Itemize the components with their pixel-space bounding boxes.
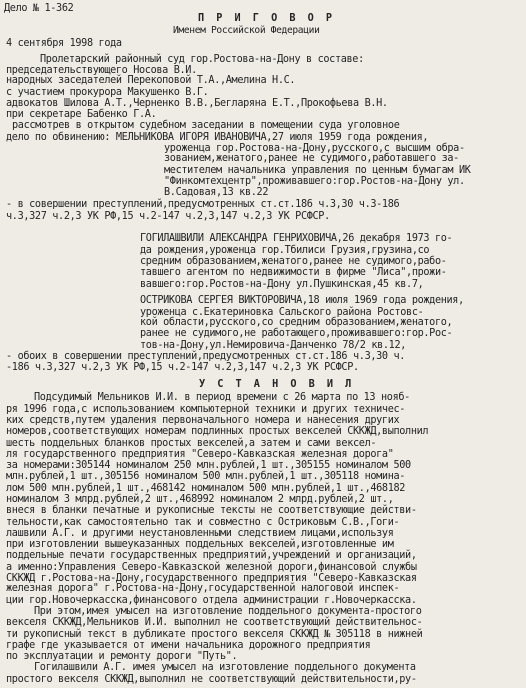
defendant-line: ранее не судимого,не работающего,проживавшего:гор.Рос- [140,328,453,340]
defendant-line: вавшего:гор.Ростов-на-Дону ул.Пушкинская,45 кв.7, [140,278,424,290]
defendant-line: тавшего агентом по недвижимости в фирме "Лиса",прожи- [140,267,447,279]
document-date: 4 сентября 1998 года [6,37,122,49]
body-line: ти рукописный текст в дубликате простого векселя СККЖД № 305118 в нижней [6,628,423,640]
body-line: графе где указывается от имени начальника дорожного предприятия [6,639,371,651]
body-line: за номерами:305144 номиналом 250 млн.рублей,1 шт.,305155 номиналом 500 [6,460,411,472]
body-line: Подсудимый Мельников И.И. в период времени с 26 марта по 13 нояб- [34,392,410,404]
defendant-line: уроженца с.Екатериновка Сальского района Ростовс- [140,306,424,318]
body-line: Гогилашвили А.Г. имея умысел на изготовление поддельного документа [34,662,416,674]
court-line: народных заседателей Перекоповой Т.А.,Амелина Н.С. [6,75,296,87]
body-line: ря 1996 года,с использованием компьютерной техники и других техничес- [6,403,406,415]
body-line: а именно:Управления Северо-Кавказской железной дороги,финансовой службы [6,561,417,573]
court-line: с участием прокурора Макушенко В.Г. [6,86,209,98]
review-line: местителем начальника управления по ценным бумагам ИК [164,164,471,176]
body-line: простого векселя СККЖД,выполнил не соответствующий действительности,ру- [6,673,417,685]
defendant-line: кой области,русского,со средним образованием,женатого, [140,317,453,329]
review-line: уроженца гор.Ростова-на-Дону,русского,с высшим обра- [164,143,465,155]
body-line: лом 500 млн.рублей,1 шт.,468142 номиналом 500 млн.рублей,1 шт.,468182 [6,482,406,494]
charges-line: ч.3,327 ч.2,3 УК РФ,15 ч.2-147 ч.2,3,147 ч.2,3 УК РСФСР. [6,210,330,222]
document-subtitle: Именем Российской Федерации [173,25,320,37]
body-line: млн.рублей,1 шт.,305156 номиналом 500 млн.рублей,1 шт.,305118 номина- [6,471,406,483]
body-line: векселя СККЖД,Мельников И.И. выполнил не соответствующий действительнос- [6,617,423,629]
defendant-line: тов-на-Дону,ул.Немировича-Данченко 78/2 кв.12, [140,339,407,351]
charges-line: - в совершении преступлений,предусмотренных ст.ст.186 ч.3,30 ч.3-186 [6,199,400,211]
defendant-line: средним образованием,женатого,ранее не судимого,рабо- [140,255,447,267]
review-line: рассмотрев в открытом судебном заседании в помещении суда уголовное [12,120,400,132]
defendant-line: да рождения,уроженца гор.Тбилиси Грузия,грузина,со [140,244,430,256]
charges-line: -186 ч.3,327 ч.2,3 УК РФ,15 ч.2-147 ч.2,3,147 ч.2,3 УК РСФСР. [6,362,359,374]
body-line: СККЖД г.Ростова-на-Дону,государственного предприятия "Северо-Кавказская [6,573,417,585]
document-title: П Р И Г О В О Р [198,13,336,25]
body-line: ких средств,путем удаления первоначального номера и нанесения других [6,414,400,426]
body-line: поддельные печати государственных предприятий,учреждений и организаций, [6,550,417,562]
court-line: адвокатов Шилова А.Т.,Черненко В.В.,Бегларяна Е.Т.,Прокофьева В.Н. [6,97,388,109]
body-line: номиналом 3 млрд.рублей,2 шт.,468992 номиналом 2 млрд.рублей,2 шт., [6,493,394,505]
body-line: ции гор.Новочеркасска,финансового отдела администрации г.Новочеркасска. [6,594,417,606]
court-line: при секретаре Бабенко Г.А. [6,109,157,121]
body-line: при изготовлении вышеуказанных поддельных векселей,изготовленные им [6,539,394,551]
body-line: тельности,как самостоятельно так и совместно с Остриковым С.В.,Гоги- [6,516,400,528]
section-heading: У С Т А Н О В И Л [199,379,355,391]
body-line: ля государственного предприятия "Северо-Кавказская железная дорога" [6,448,394,460]
court-line: председательствующего Носова В.И. [6,64,197,76]
court-line: Пролетарский районный суд гор.Ростова-на-Дону в составе: [40,53,364,65]
review-line: "Финкомтехцентр",проживавшего:гор.Ростов-на-Дону ул. [164,175,465,187]
body-line: по эксплуатации и ремонту дороги "Путь". [6,651,238,663]
review-line: зованием,женатого,ранее не судимого,работавшего за- [164,153,459,165]
body-line: шесть поддельных бланков простых векселей,а затем и сами вексел- [6,437,377,449]
review-line: В.Садовая,13 кв.22 [164,187,269,199]
case-number: Дело № 1-362 [4,2,74,14]
body-line: лашвили А.Г. и другими неустановленными следствием лицами,используя [6,527,394,539]
body-line: внеся в бланки печатные и рукописные тексты не соответствующие действи- [6,505,417,517]
body-line: При этом,имея умысел на изготовление поддельного документа-простого [34,605,422,617]
body-line: номеров,соответствующих номерам подлинных простых векселей СККЖД,выполнил [6,426,429,438]
defendant-line: ГОГИЛАШВИЛИ АЛЕКСАНДРА ГЕНРИХОВИЧА,26 декабря 1973 го- [140,233,453,245]
review-line: дело по обвинению: МЕЛЬНИКОВА ИГОРЯ ИВАНОВИЧА,27 июля 1959 года рождения, [6,131,429,143]
defendant-line: ОСТРИКОВА СЕРГЕЯ ВИКТОРОВИЧА,18 июля 1969 года рождения, [140,295,464,307]
body-line: железная дорога" г.Ростова-на-Дону,государственной налоговой инспек- [6,583,400,595]
charges-line: - обоих в совершении преступлений,предусмотренных ст.ст.186 ч.3,30 ч. [6,350,406,362]
